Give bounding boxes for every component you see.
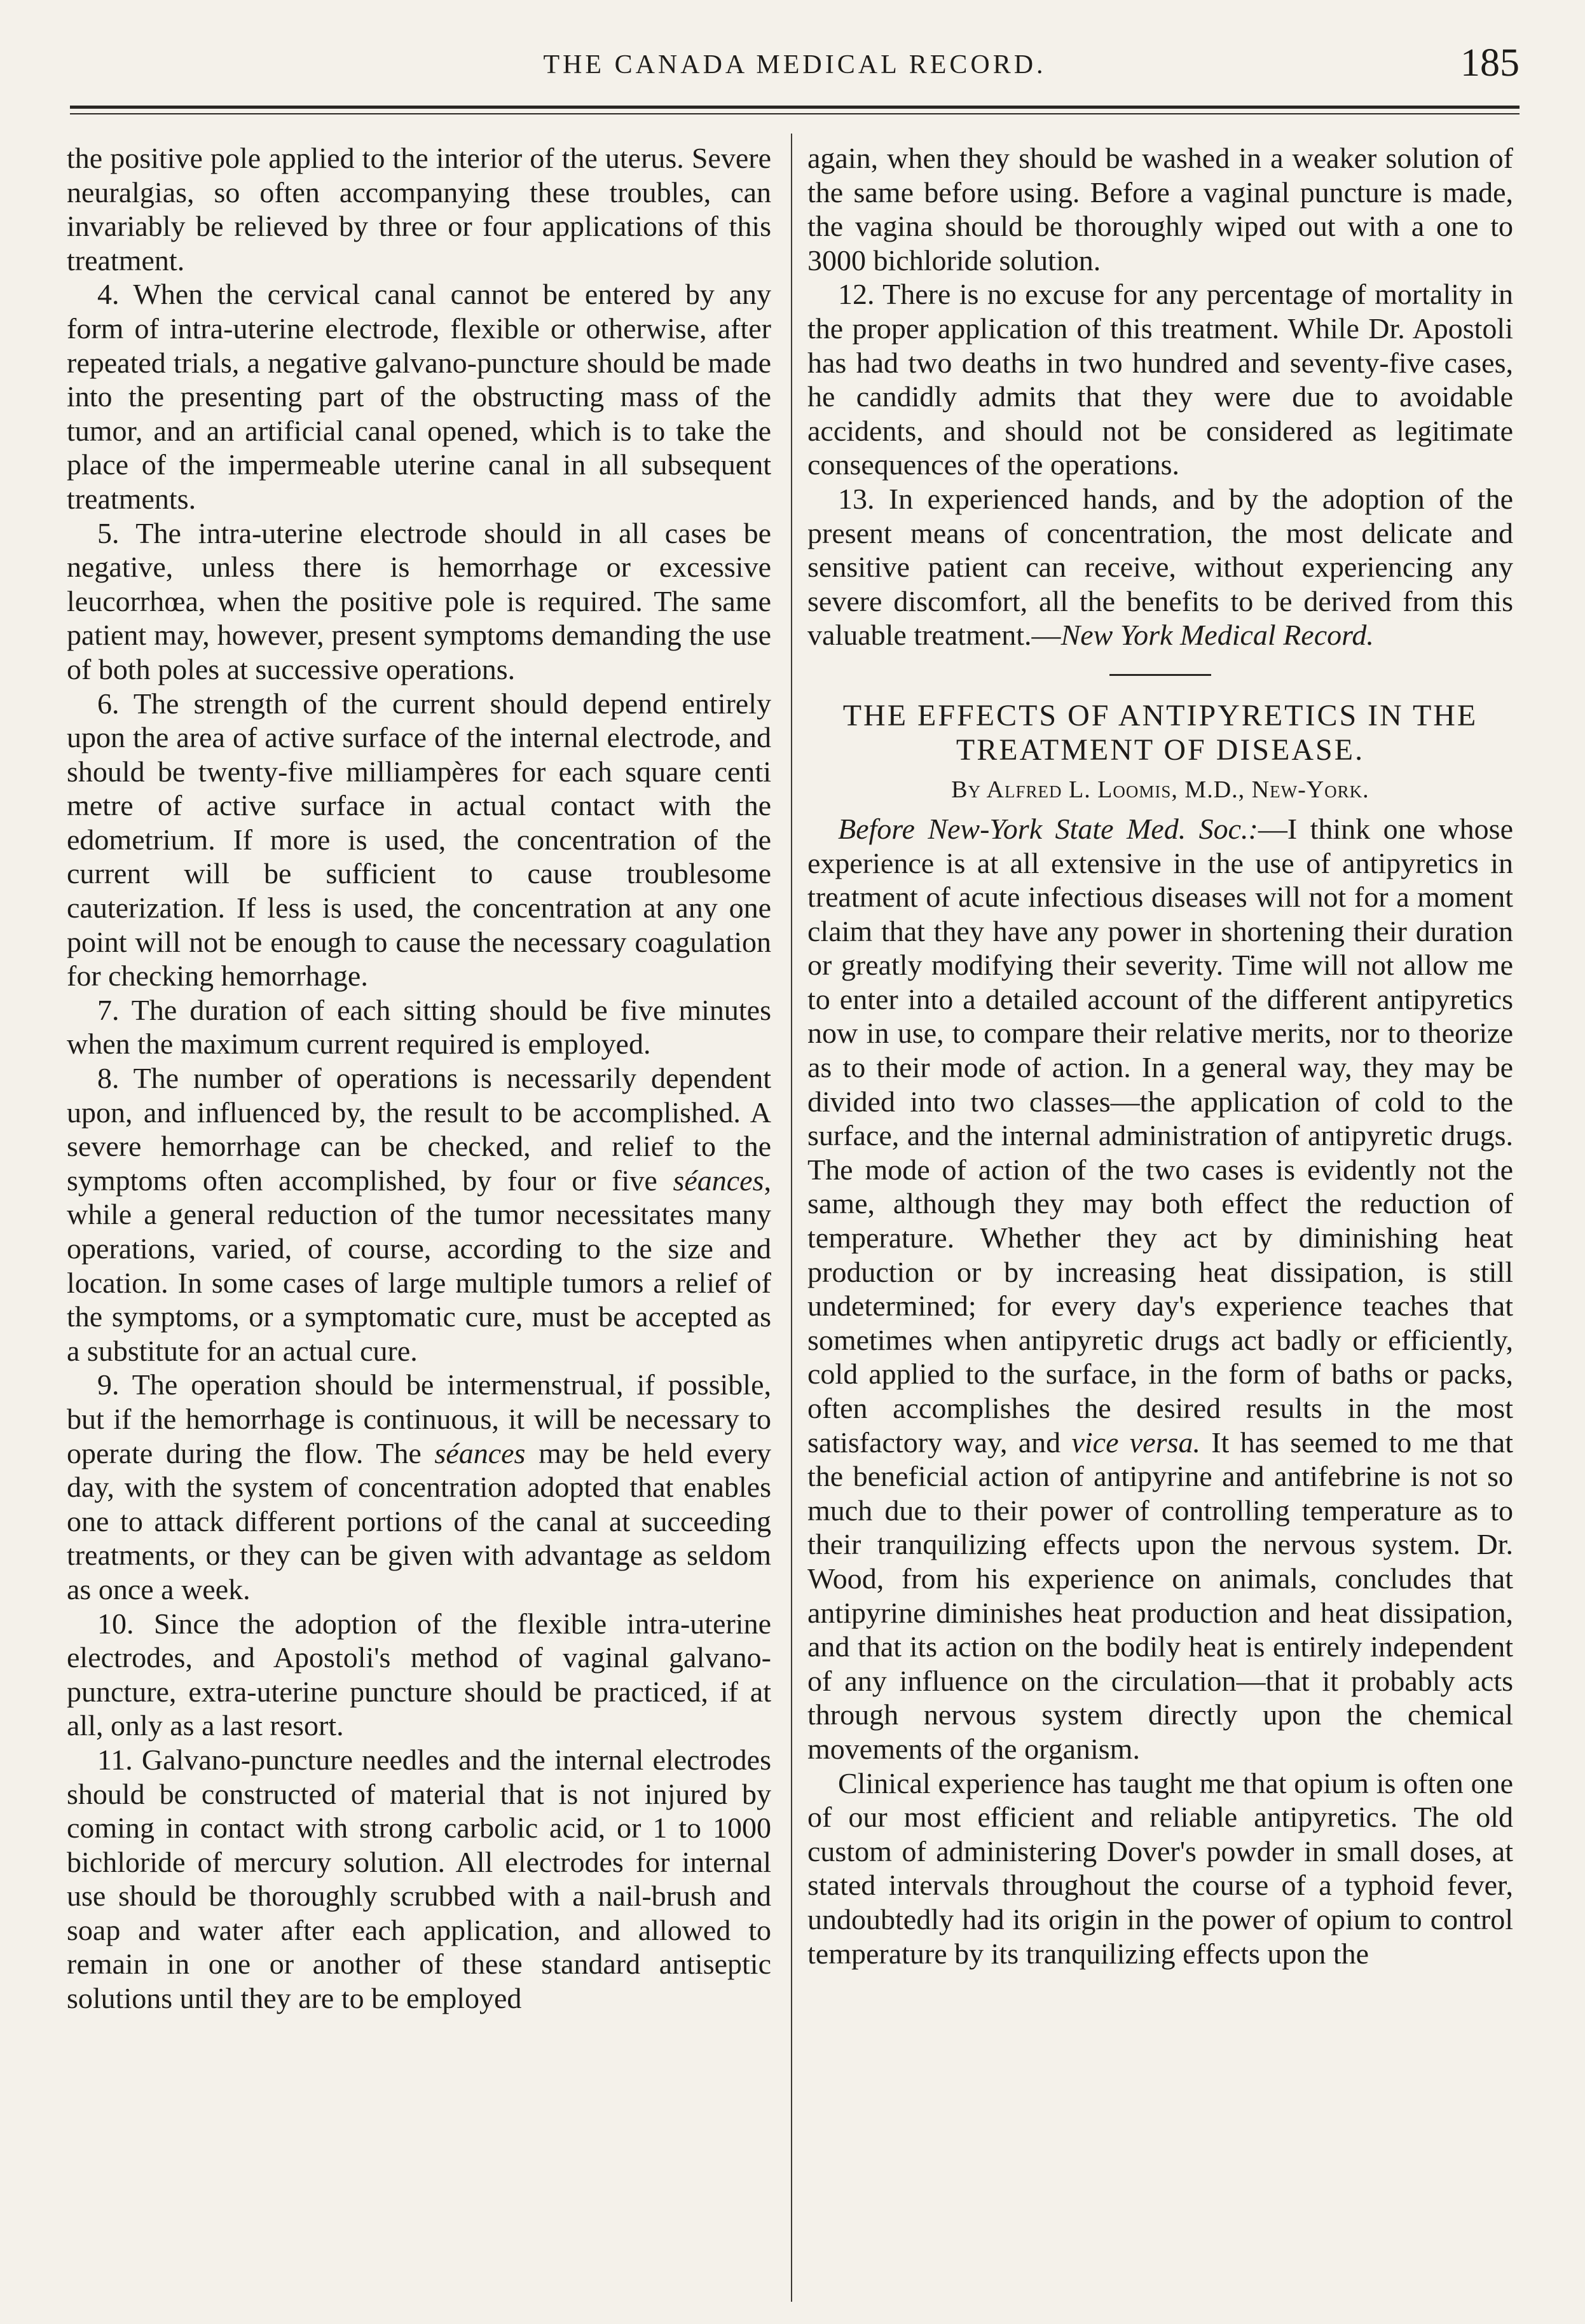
paragraph-item-13-text: 13. In experienced hands, and by the adoption of the present means of concentration, the most delicate and sensitive patient can receive, without experiencing any severe discomfort, all the benefits to be derived from this valuable treatment.— <box>807 482 1513 652</box>
article-paragraph-2: Clinical experience has taught me that opium is often one of our most efficient and reliable antipyretics. The old custom of administering Dover's powder in small doses, at stated intervals throughout the course of a typhoid fever, undoubtedly had its origin in the power of opium to control temperature by its tranquilizing effects upon the <box>807 1766 1513 1970</box>
page-header <box>70 41 1520 95</box>
article-separator <box>1109 674 1211 676</box>
paragraph-item-8-italic: séances <box>673 1164 764 1197</box>
right-column <box>807 141 1513 1970</box>
paragraph-item-11-continued: again, when they should be washed in a weaker solution of the same before using. Before a vaginal puncture is made, the vagina should be thoroughly wiped out with a one to 3000 bichloride solution. <box>807 142 1513 277</box>
paragraph-item-7: 7. The duration of each sitting should be five minutes when the maximum current required is employed. <box>67 993 771 1061</box>
paragraph-item-5: 5. The intra-uterine electrode should in all cases be negative, unless there is hemorrhage or excessive leucorrhœa, when the positive pole is required. The same patient may, however, present symptoms demanding the use of both poles at successive operations. <box>67 516 771 685</box>
paragraph-item-9-text-b: may be held every day, with the system of concentration adopted that enables one to attack different portions of the canal at succeeding treatments, or they can be given with advantage as seldom as once a week. <box>67 1436 771 1605</box>
paragraph-item-9-text-a: 9. The operation should be intermenstrual, if possible, but if the hemorrhage is continuous, it will be necessary to operate during the flow. The <box>67 1368 771 1469</box>
column-divider <box>791 134 792 2302</box>
paragraph-item-9-italic: séances <box>434 1436 526 1469</box>
paragraph-item-10: 10. Since the adoption of the flexible intra-uterine electrodes, and Apostoli's method of vaginal galvano-puncture, extra-uterine puncture should be practiced, if at all, only as a last resort. <box>67 1607 771 1742</box>
paragraph-item-11: 11. Galvano-puncture needles and the internal electrodes should be constructed of material that is not injured by coming in contact with strong carbolic acid, or 1 to 1000 bichloride of mercury solution. All electrodes for internal use should be thoroughly scrubbed with a nail-brush and soap and water after each application, and allowed to remain in one or another of these standard antiseptic solutions until they are to be employed <box>67 1743 771 2015</box>
paragraph-item-8-text-b: , while a general reduction of the tumor necessitates many operations, varied, of course, according to the size and location. In some cases of large multiple tumors a relief of the symptoms, or a symptomatic cure, must be accepted as a substitute for an actual cure. <box>67 1164 771 1367</box>
paragraph-continued: the positive pole applied to the interior of the uterus. Severe neuralgias, so often accompanying these troubles, can invariably be relieved by three or four applications of this treatment. <box>67 142 771 277</box>
header-rule-thin <box>70 113 1520 114</box>
paragraph-item-13 <box>807 482 1513 652</box>
article-paragraph-1-text-b: It has seemed to me that the beneficial action of antipyrine and antifebrine is not so much due to their power of controlling temperature as to their tranquilizing effects upon the nervous system. Dr. Wood, from his experience on animals, concludes that antipyrine diminishes heat production and heat dissipation, and that its action on the bodily heat is entirely independent of any influence on the circulation—that it probably acts through nervous system directly upon the chemical movements of the organism. <box>807 1426 1514 1765</box>
source-citation: New York Medical Record. <box>1060 619 1374 652</box>
paragraph-item-4: 4. When the cervical canal cannot be entered by any form of intra-uterine electrode, flexible or otherwise, after repeated trials, a negative galvano-puncture should be made into the presenting part of the obstructing mass of the tumor, and an artificial canal opened, which is to take the place of the impermeable uterine canal in all subsequent treatments. <box>67 278 771 515</box>
paragraph-item-6: 6. The strength of the current should depend entirely upon the area of active surface of the internal electrode, and should be twenty-five milliampères for each square centi metre of active surface in actual contact with the edometrium. If more is used, the concentration of the current will be sufficient to cause troublesome cauterization. If less is used, the concentration at any one point will not be enough to cause the necessary coagulation for checking hemorrhage. <box>67 687 771 993</box>
left-column <box>67 141 771 2016</box>
paragraph-item-8 <box>67 1061 771 1368</box>
article-paragraph-1-text-a: —I think one whose experience is at all extensive in the use of antipyretics in treatment of acute infectious diseases will not for a moment claim that they have any power in shortening their duration or greatly modifying their severity. Time will not allow me to enter into a detailed account of the different antipyretics now in use, to compare their relative merits, nor to theorize as to their mode of action. In a general way, they may be divided into two classes—the application of cold to the surface, and the internal administration of antipyretic drugs. The mode of action of the two cases is evidently not the same, although they may both effect the reduction of temperature. Whether they act by diminishing heat production or by increasing heat dissipation, is still undetermined; for every day's experience teaches that sometimes when antipyretic drugs act badly or efficiently, cold applied to the surface, in the form of baths or packs, often accomplishes the desired results in the most satisfactory way, and <box>807 812 1513 1459</box>
running-head: THE CANADA MEDICAL RECORD. <box>543 50 1046 79</box>
article-title: THE EFFECTS OF ANTIPYRETICS IN THE TREATMENT OF DISEASE. <box>842 698 1478 767</box>
article-byline: By Alfred L. Loomis, M.D., New-York. <box>951 776 1369 803</box>
article-intro-italic: Before New-York State Med. Soc.: <box>838 812 1258 845</box>
header-rule-thick <box>70 106 1520 109</box>
paragraph-item-12: 12. There is no excuse for any percentage of mortality in the proper application of this treatment. While Dr. Apostoli has had two deaths in two hundred and seventy-five cases, he candidly admits that they were due to avoidable accidents, and should not be considered as legitimate consequences of the operations. <box>807 278 1513 481</box>
article-paragraph-1 <box>807 812 1513 1766</box>
article-paragraph-1-italic: vice versa. <box>1071 1426 1200 1459</box>
paragraph-item-8-text-a: 8. The number of operations is necessarily dependent upon, and influenced by, the result to be accomplished. A severe hemorrhage can be checked, and relief to the symptoms often accomplished, by four or five <box>67 1062 771 1197</box>
paragraph-item-9 <box>67 1368 771 1606</box>
page-number: 185 <box>1460 41 1520 85</box>
